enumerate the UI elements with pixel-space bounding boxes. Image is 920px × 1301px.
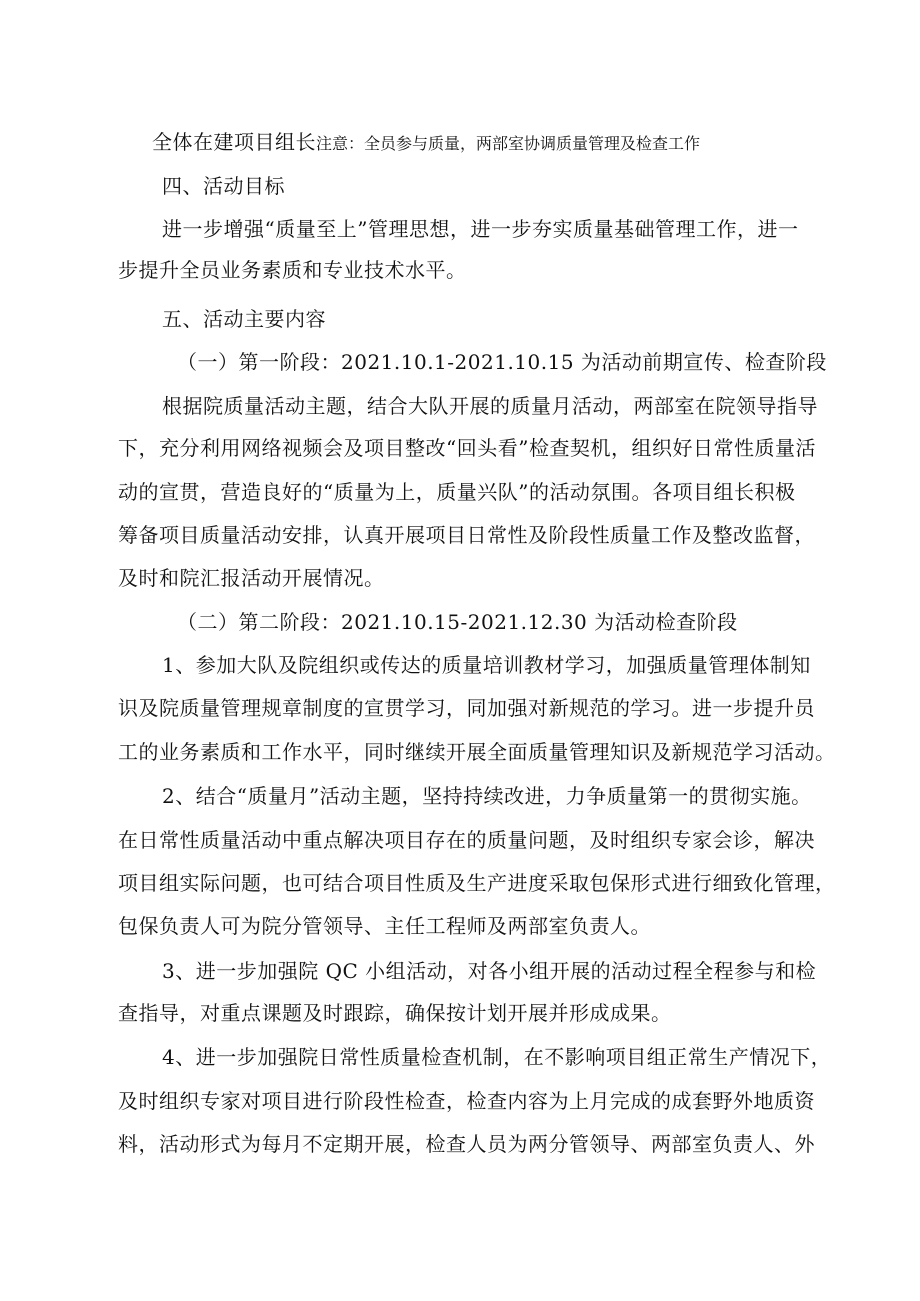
intro-note: 注意：全员参与质量，两部室协调质量管理及检查工作 xyxy=(316,134,701,153)
item2-line-2: 在日常性质量活动中重点解决项目存在的质量问题，及时组织专家会诊，解决 xyxy=(118,828,815,852)
phase1-line-2: 下，充分利用网络视频会及项目整改“回头看”检查契机，组织好日常性质量活 xyxy=(118,436,816,460)
phase1-line-1: 根据院质量活动主题，结合大队开展的质量月活动，两部室在院领导指导 xyxy=(162,394,818,418)
intro-prefix: 全体在建项目组长 xyxy=(152,130,316,154)
item2-line-1: 2、结合“质量月”活动主题，坚持持续改进，力争质量第一的贯彻实施。 xyxy=(162,784,812,808)
item1-line-3: 工的业务素质和工作水平，同时继续开展全面质量管理知识及新规范学习活动。 xyxy=(118,740,836,764)
item3-line-1: 3、进一步加强院 QC 小组活动，对各小组开展的活动过程全程参与和检 xyxy=(162,959,817,983)
item2-line-3: 项目组实际问题，也可结合项目性质及生产进度采取包保形式进行细致化管理， xyxy=(118,871,836,895)
item4-line-3: 料，活动形式为每月不定期开展，检查人员为两分管领导、两部室负责人、外 xyxy=(118,1132,815,1156)
phase2-heading: （二）第二阶段：2021.10.15-2021.12.30 为活动检查阶段 xyxy=(177,610,738,634)
phase1-line-5: 及时和院汇报活动开展情况。 xyxy=(118,566,385,590)
phase1-line-4: 筹备项目质量活动安排，认真开展项目日常性及阶段性质量工作及整改监督， xyxy=(118,523,815,547)
section-heading-content: 五、活动主要内容 xyxy=(162,307,326,331)
item4-line-2: 及时组织专家对项目进行阶段性检查，检查内容为上月完成的成套野外地质资 xyxy=(118,1089,815,1113)
goals-line-2: 步提升全员业务素质和专业技术水平。 xyxy=(118,258,467,282)
item2-line-4: 包保负责人可为院分管领导、主任工程师及两部室负责人。 xyxy=(118,914,651,938)
section-heading-goals: 四、活动目标 xyxy=(162,174,285,198)
intro-line xyxy=(152,128,700,158)
item1-line-2: 识及院质量管理规章制度的宣贯学习，同加强对新规范的学习。进一步提升员 xyxy=(118,696,815,720)
goals-line-1: 进一步增强“质量至上”管理思想，进一步夯实质量基础管理工作，进一 xyxy=(162,217,799,241)
item1-line-1: 1、参加大队及院组织或传达的质量培训教材学习，加强质量管理体制知 xyxy=(162,653,811,677)
item4-line-1: 4、进一步加强院日常性质量检查机制，在不影响项目组正常生产情况下， xyxy=(162,1045,832,1069)
phase1-heading: （一）第一阶段：2021.10.1-2021.10.15 为活动前期宣传、检查阶段 xyxy=(177,350,827,374)
item3-line-2: 查指导，对重点课题及时跟踪，确保按计划开展并形成成果。 xyxy=(118,1001,672,1025)
phase1-line-3: 动的宣贯，营造良好的“质量为上，质量兴队”的活动氛围。各项目组长积极 xyxy=(118,480,796,504)
